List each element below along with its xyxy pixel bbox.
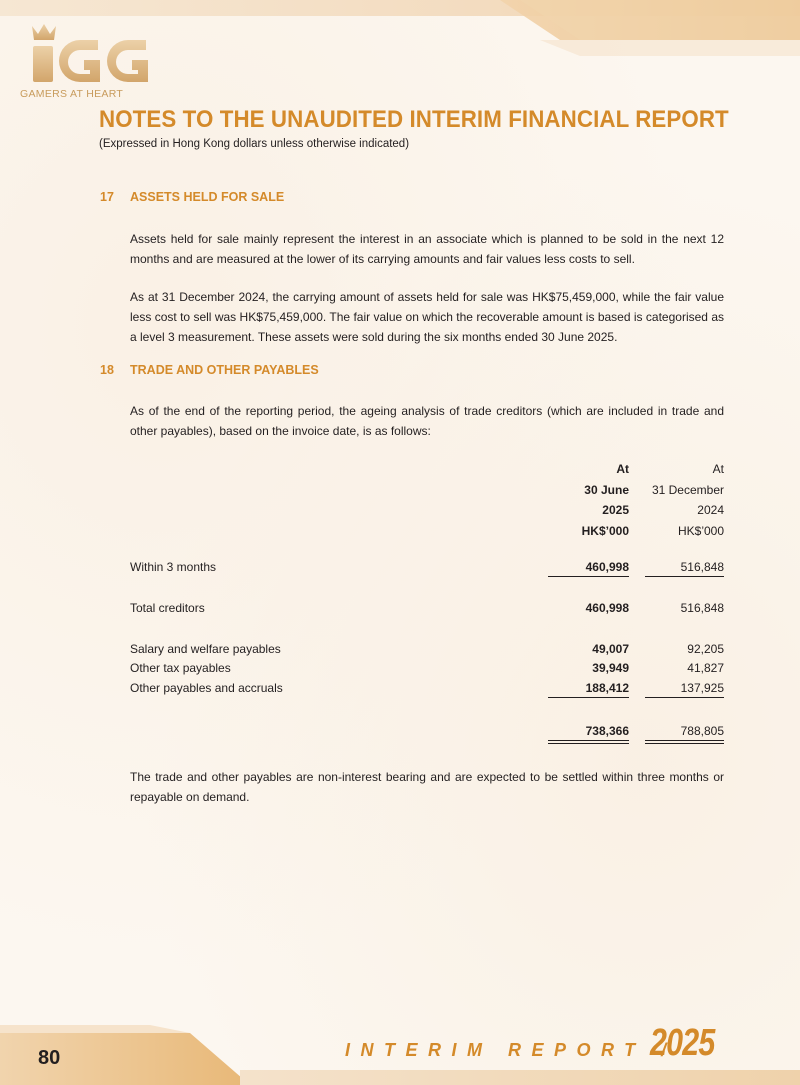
column-header-current [548, 459, 629, 541]
subtotal-rule [548, 697, 629, 698]
total-double-rule [548, 743, 629, 744]
header-line: At [616, 462, 629, 476]
table-cell-current: 460,998 [585, 601, 629, 615]
section-title: ASSETS HELD FOR SALE [130, 190, 285, 204]
header-line: 30 June [584, 482, 629, 497]
table-cell-current: 460,998 [585, 560, 629, 574]
section-number: 18 [100, 363, 114, 377]
table-cell-prior: 516,848 [680, 601, 724, 615]
subtotal-rule [548, 576, 629, 577]
section-18-closing: The trade and other payables are non-interest bearing and are expected to be settled within three months or repayable on demand. [130, 770, 724, 804]
header-line: At [712, 462, 724, 476]
top-decorative-wedge [460, 0, 800, 56]
table-row-label: Salary and welfare payables [130, 642, 281, 656]
header-line: 2025 [602, 503, 629, 517]
page-number: 80 [38, 1047, 61, 1069]
table-row-label: Other tax payables [130, 661, 231, 675]
page-title: NOTES TO THE UNAUDITED INTERIM FINANCIAL REPORT [99, 106, 729, 133]
table-cell-prior: 41,827 [687, 661, 724, 675]
subtotal-rule [645, 576, 724, 577]
total-double-rule [645, 740, 724, 741]
table-cell-current: 188,412 [585, 681, 629, 695]
column-header-prior [645, 459, 724, 541]
table-cell-prior: 137,925 [680, 681, 724, 695]
table-row-label: Total creditors [130, 601, 205, 615]
section-number: 17 [100, 190, 114, 204]
section-17-paragraph-2: As at 31 December 2024, the carrying amount of assets held for sale was HK$75,459,000, while the fair value less cost to sell was HK$75,459,000. The fair value on which the recoverable amount is based is categorised as a level 3 measurement. These assets were sold during the six months ended 30 June 2025. [130, 290, 724, 344]
total-double-rule [548, 740, 629, 741]
section-title: TRADE AND OTHER PAYABLES [130, 363, 319, 377]
table-total-prior: 788,805 [680, 724, 724, 738]
table-cell-prior: 92,205 [687, 642, 724, 656]
table-cell-current: 39,949 [592, 661, 629, 675]
table-total-current: 738,366 [585, 724, 629, 738]
table-cell-current: 49,007 [592, 642, 629, 656]
footer-decorative-band [240, 1070, 800, 1085]
table-row-label: Within 3 months [130, 560, 217, 574]
subtotal-rule [645, 697, 724, 698]
table-row-label: Other payables and accruals [130, 681, 283, 695]
section-17-paragraph-1: Assets held for sale mainly represent the interest in an associate which is planned to be sold in the next 12 months and are measured at the lower of its carrying amounts and fair values less costs to sell. [130, 232, 724, 266]
section-18-intro: As of the end of the reporting period, the ageing analysis of trade creditors (which are included in trade and other payables), based on the invoice date, is as follows: [130, 404, 724, 438]
header-line: 31 December [651, 482, 724, 497]
page-subtitle: (Expressed in Hong Kong dollars unless otherwise indicated) [99, 138, 410, 150]
table-cell-prior: 516,848 [680, 560, 724, 574]
footer-year: 2025 [650, 1022, 715, 1064]
section-18-heading [100, 363, 319, 377]
section-17-heading [100, 190, 284, 204]
total-double-rule [645, 743, 724, 744]
logo-tagline: GAMERS AT HEART [20, 88, 124, 100]
footer-report-label: INTERIM REPORT / [345, 1040, 677, 1060]
header-line: HK$’000 [677, 523, 724, 538]
header-line: HK$’000 [581, 523, 629, 538]
header-line: 2024 [697, 503, 724, 517]
